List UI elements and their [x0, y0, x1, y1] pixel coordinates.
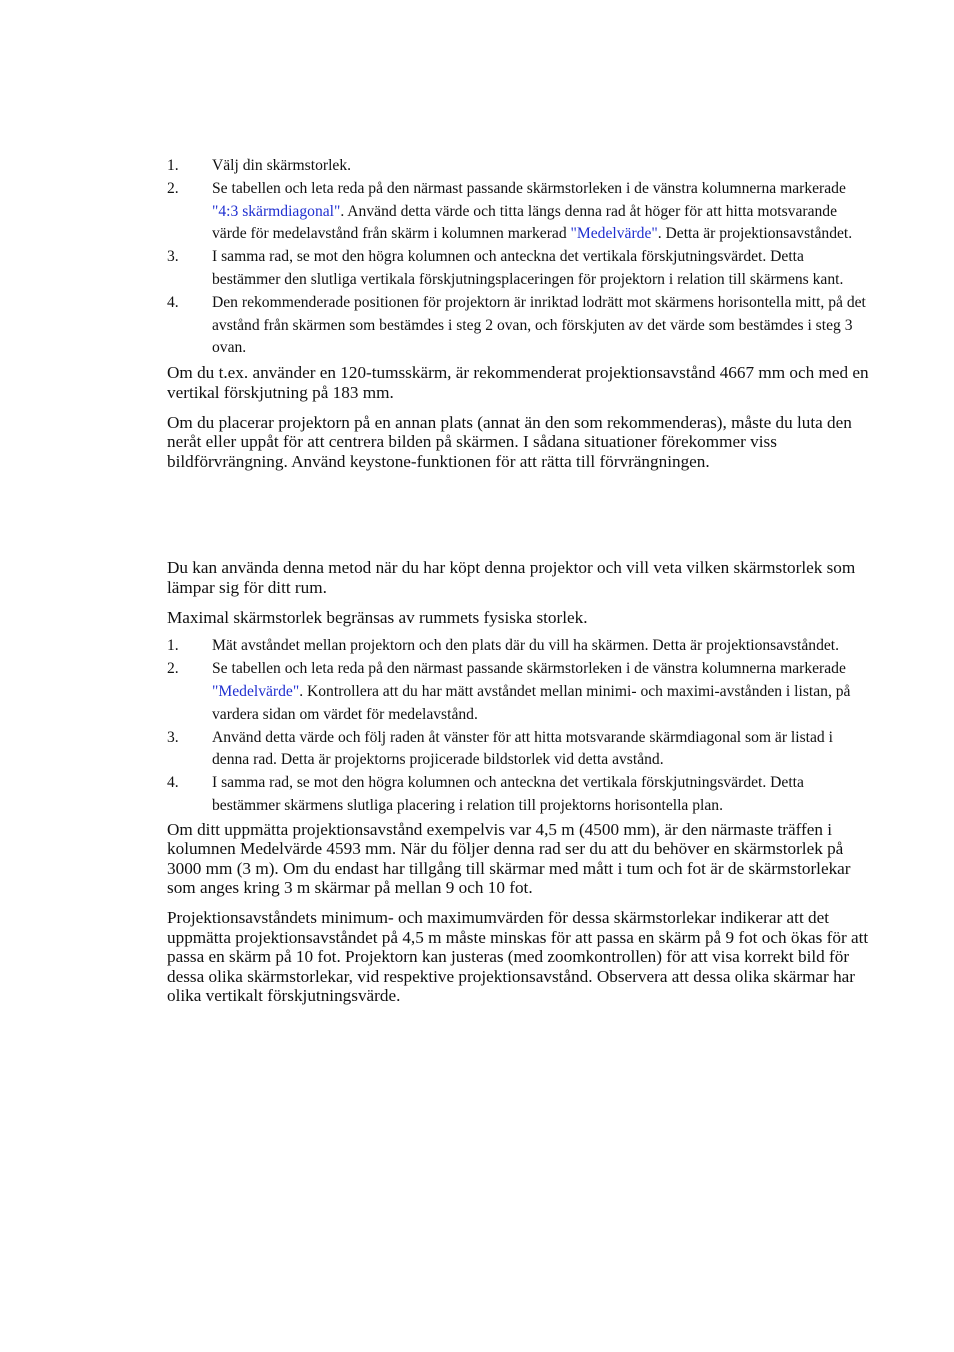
step-text: Mät avståndet mellan projektorn och den plats där du vill ha skärmen. Detta är projektionsavståndet.	[212, 637, 840, 655]
step-number: 3.	[167, 248, 179, 266]
example-paragraph: Om du t.ex. använder en 120-tumsskärm, är rekommenderat projektionsavstånd 4667 mm och med en vertikal förskjutning på 183 mm.	[167, 363, 869, 402]
example-paragraph: Om ditt uppmätta projektionsavstånd exempelvis var 4,5 m (4500 mm), är den närmaste träffen i kolumnen Medelvärde 4593 mm. När du följer denna rad ser du att du behöver en skärmstorlek på 3000 mm (3 m). Om du endast har tillgång till skärmar med mått i tum och fot är de skärmstorlekar som anges kring 3 m skärmar på mellan 9 och 10 fot.	[167, 819, 851, 898]
step-text: Välj din skärmstorlek.	[212, 157, 352, 174]
intro-paragraph: Du kan använda denna metod när du har köpt denna projektor och vill veta vilken skärmstorlek som lämpar sig för ditt rum.	[167, 558, 856, 597]
list-item	[167, 658, 873, 726]
screen-size-steps-list	[167, 155, 873, 360]
step-number: 4.	[167, 774, 179, 792]
step-number: 2.	[167, 179, 179, 197]
list-item	[167, 155, 873, 178]
list-item	[167, 246, 873, 292]
step-text: Se tabellen och leta reda på den närmast passande skärmstorleken i de vänstra kolumnerna markerade	[212, 660, 846, 678]
document-page	[167, 155, 873, 1005]
limit-paragraph: Maximal skärmstorlek begränsas av rummets fysiska storlek.	[167, 608, 588, 628]
step-text: Den rekommenderade positionen för projektorn är inriktad lodrätt mot skärmens horisontella mitt, på det avstånd från skärmen som bestämdes i steg 2 ovan, och förskjuten av det värde som bestämdes i steg 3 ovan.	[212, 293, 866, 357]
step-number: 1.	[167, 637, 179, 655]
step-number: 1.	[167, 157, 179, 174]
list-item	[167, 727, 873, 773]
step-text: . Kontrollera att du har mätt avståndet mellan minimi- och maximi-avstånden i listan, på vardera sidan om värdet för medelavstånd.	[212, 683, 851, 723]
list-item	[167, 178, 873, 246]
note-paragraph: Om du placerar projektorn på en annan plats (annat än den som rekommenderas), måste du luta den neråt eller uppåt för att centrera bilden på skärmen. I sådana situationer förekommer viss bildförvrängning. Använd keystone-funktionen för att rätta till förvrängningen.	[167, 412, 852, 471]
step-text: Använd detta värde och följ raden åt vänster för att hitta motsvarande skärmdiagonal som är listad i denna rad. Detta är projektorns projicerade bildstorlek vid detta avstånd.	[212, 728, 833, 769]
step-number: 4.	[167, 293, 179, 311]
step-text: Se tabellen och leta reda på den närmast passande skärmstorleken i de vänstra kolumnerna markerade	[212, 179, 846, 197]
table-column-link[interactable]: "Medelvärde"	[570, 225, 658, 243]
step-text: . Använd detta värde och titta längs denna rad åt höger för att hitta motsvarande värde för medelavstånd från skärm i kolumnen markerad	[212, 202, 838, 243]
step-text: I samma rad, se mot den högra kolumnen och anteckna det vertikala förskjutningsvärdet. Detta bestämmer skärmens slutliga placering i relation till projektorns horisontella plan.	[212, 774, 804, 814]
step-number: 2.	[167, 660, 179, 678]
step-text: I samma rad, se mot den högra kolumnen och anteckna det vertikala förskjutningsvärdet. Detta bestämmer den slutliga vertikala förskjutningsplaceringen för projektorn i relation till skärmens kant.	[212, 248, 844, 288]
closing-paragraph: Projektionsavståndets minimum- och maximumvärden för dessa skärmstorlekar indikerar att det uppmätta projektionsavståndet på 4,5 m måste minskas för att passa en skärm på 9 fot och ökas för att passa en skärm på 10 fot. Projektorn kan justeras (med zoomkontrollen) för att visa korrekt bild för dessa olika skärmstorlekar, vid respektive projektionsavstånd. Observera att dessa olika skärmar har olika vertikalt förskjutningsvärde.	[167, 908, 869, 1006]
step-text: . Detta är projektionsavståndet.	[657, 225, 853, 243]
distance-steps-list	[167, 635, 873, 817]
list-item	[167, 292, 873, 360]
table-column-link[interactable]: "Medelvärde"	[212, 683, 300, 701]
list-item	[167, 635, 873, 658]
table-column-link[interactable]: "4:3 skärmdiagonal"	[212, 202, 341, 220]
step-number: 3.	[167, 728, 179, 746]
list-item	[167, 772, 873, 818]
